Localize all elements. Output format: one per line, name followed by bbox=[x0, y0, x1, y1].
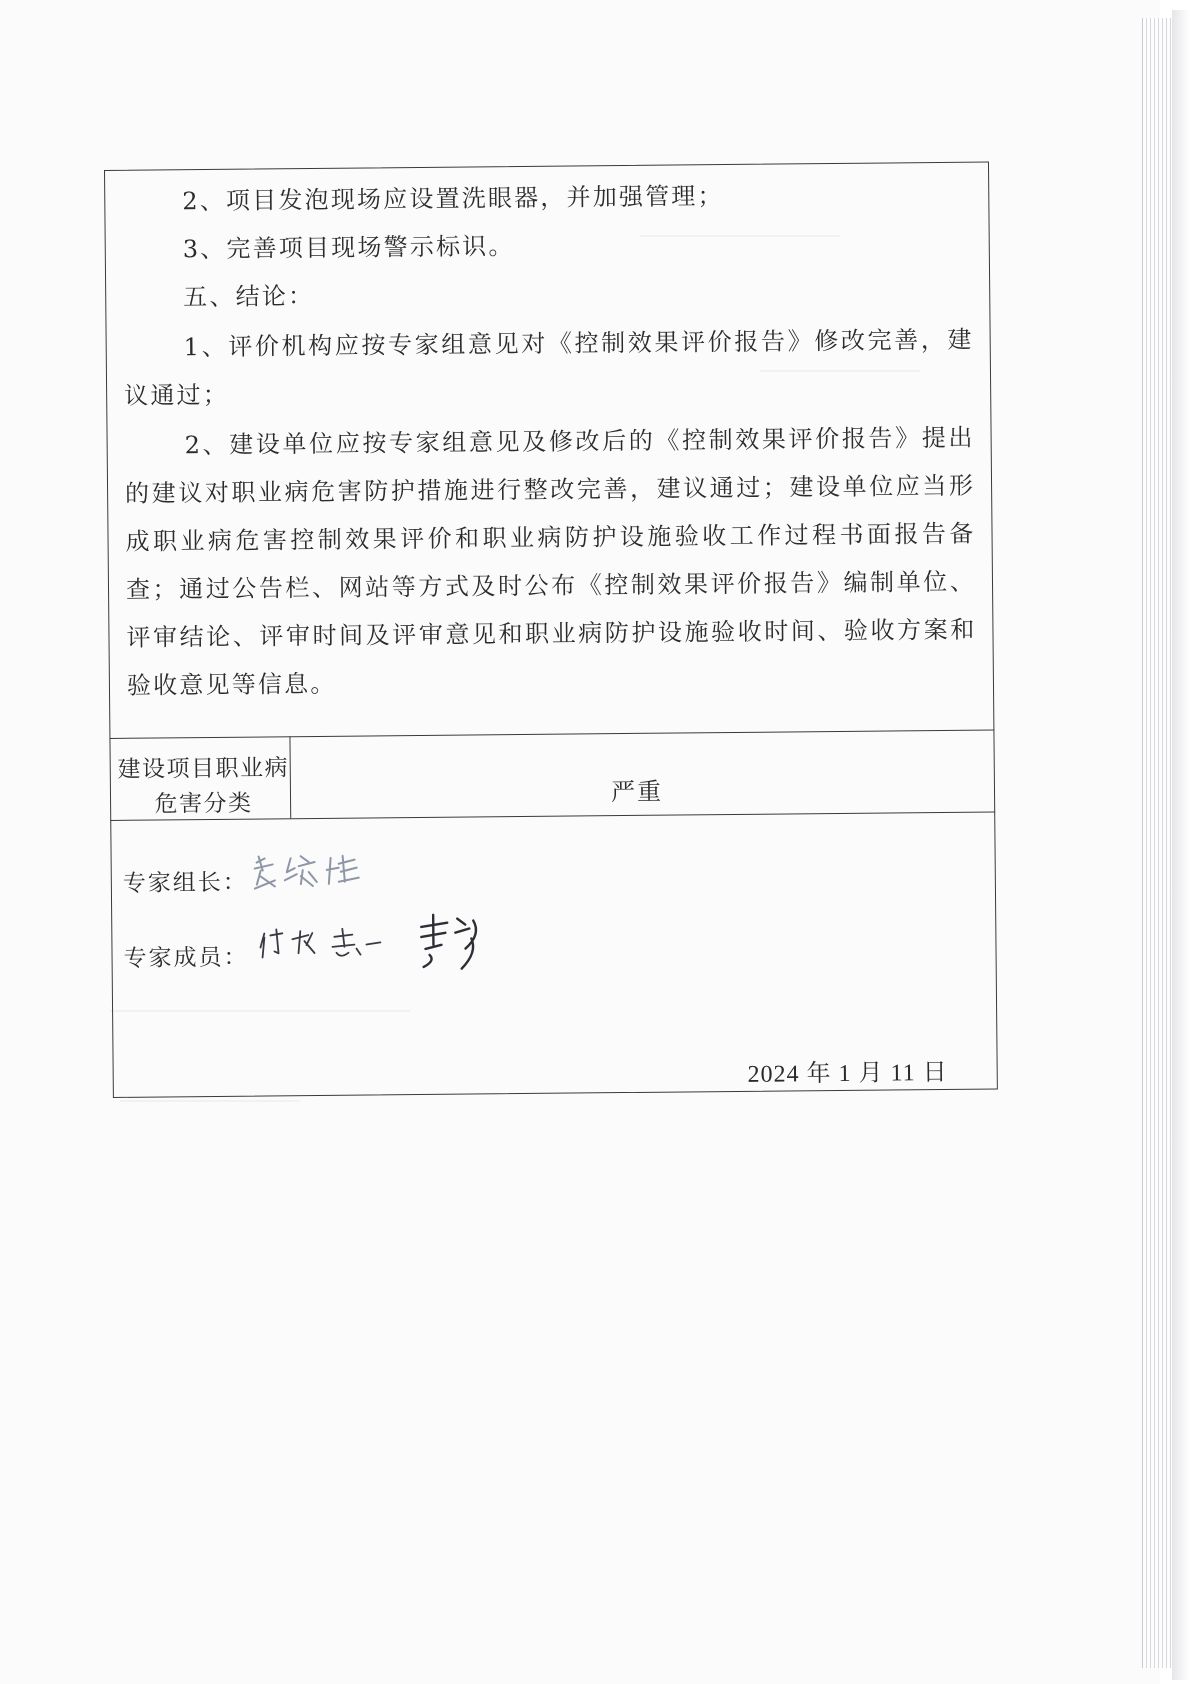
page-stack-edge bbox=[1142, 18, 1173, 1668]
classification-label: 建设项目职业病危害分类 bbox=[117, 755, 290, 818]
show-through bbox=[120, 1100, 300, 1102]
expert-members-label: 专家成员： bbox=[123, 944, 249, 972]
signing-date: 2024 年 1 月 11 日 bbox=[747, 1059, 948, 1088]
member-signature-2 bbox=[411, 904, 492, 975]
leader-signature bbox=[251, 847, 371, 898]
paragraph: 3、完善项目现场警示标识。 bbox=[182, 232, 515, 264]
paragraph: 2、项目发泡现场应设置洗眼器，并加强管理； bbox=[182, 182, 724, 216]
paragraph: 1、评价机构应按专家组意见对《控制效果评价报告》修改完善，建议通过； bbox=[124, 325, 974, 410]
review-form bbox=[104, 162, 998, 1098]
member-signature-1 bbox=[256, 922, 386, 963]
expert-leader-label: 专家组长： bbox=[122, 869, 248, 897]
page-shadow bbox=[1172, 10, 1190, 1680]
classification-value: 严重 bbox=[610, 777, 664, 807]
paragraph: 2、建设单位应按专家组意见及修改后的《控制效果评价报告》提出的建议对职业病危害防护措施进行整改完善，建议通过；建设单位应当形成职业病危害控制效果评价和职业病防护设施验收工作过程书面报告备查；通过公告栏、网站等方式及时公布《控制效果评价报告》编制单位、评审结论、评审时间及评审意见和职业病防护设施验收时间、验收方案和验收意见等信息。 bbox=[124, 423, 977, 700]
section-heading: 五、结论： bbox=[183, 281, 315, 312]
opinion-text bbox=[122, 170, 977, 710]
